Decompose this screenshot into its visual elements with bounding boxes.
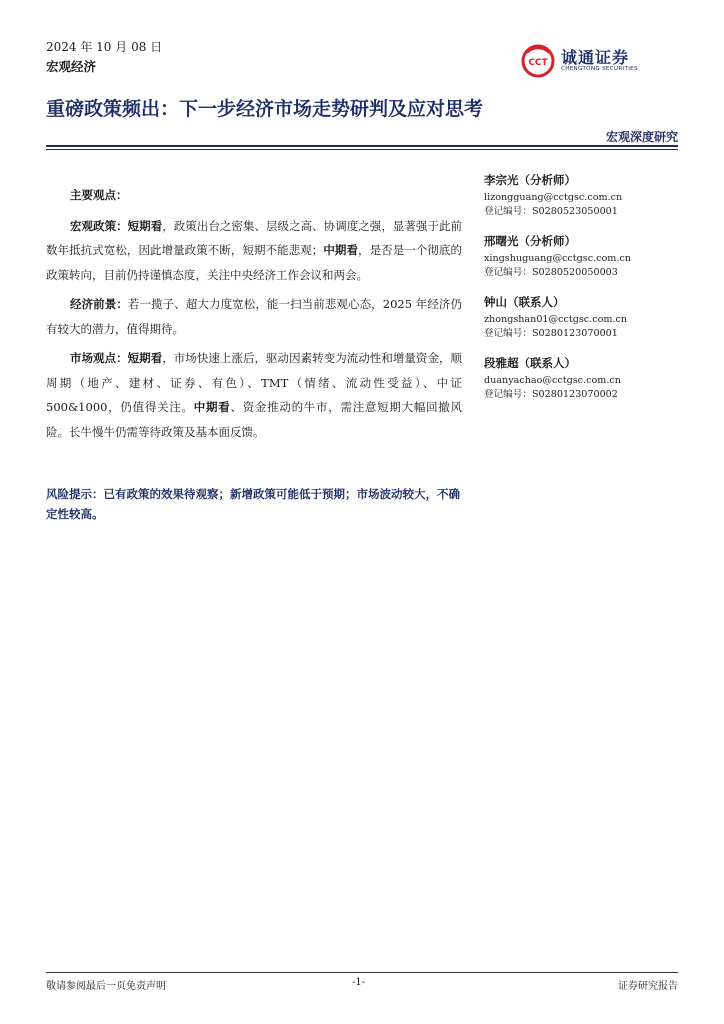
mid-term-label: 中期看 bbox=[323, 243, 359, 257]
analyst-card bbox=[484, 233, 684, 280]
analyst-registration: 登记编号：S0280520050003 bbox=[484, 267, 618, 278]
logo-name-en: CHENGTONG SECURITIES bbox=[561, 66, 638, 72]
analyst-email[interactable]: zhongshan01@cctgsc.com.cn bbox=[484, 314, 628, 325]
macro-policy-paragraph bbox=[46, 214, 462, 288]
logo-name-cn: 诚通证券 bbox=[561, 48, 630, 67]
analyst-registration: 登记编号：S0280523050001 bbox=[484, 206, 618, 217]
header-divider bbox=[46, 145, 678, 147]
risk-warning: 风险提示：已有政策的效果待观察；新增政策可能低于预期；市场波动较大，不确定性较高。 bbox=[46, 487, 460, 521]
macro-policy-text-1: ，政策出台之密集、层级之高、协调度之强，显著强于此前数年抵抗式宽松，因此增量政策不断，短期不能悲观； bbox=[46, 218, 463, 257]
main-points-heading: 主要观点： bbox=[70, 188, 128, 202]
market-view-text-2: 、资金推动的牛市，需注意短期大幅回撤风险。长牛慢牛仍需等待政策及基本面反馈。 bbox=[46, 400, 463, 439]
analyst-email[interactable]: lizongguang@cctgsc.com.cn bbox=[484, 192, 623, 203]
short-term-label: 短期看 bbox=[127, 218, 163, 233]
analyst-name: 段雅超（联系人） bbox=[484, 356, 576, 370]
logo-badge-text: CCT bbox=[528, 58, 548, 68]
report-date: 2024 年 10 月 08 日 bbox=[46, 40, 163, 54]
analyst-email[interactable]: duanyachao@cctgsc.com.cn bbox=[484, 375, 621, 386]
macro-policy-label: 宏观政策： bbox=[70, 218, 128, 233]
market-view-paragraph bbox=[46, 346, 462, 444]
main-points bbox=[46, 183, 462, 449]
economic-outlook-text: 若一揽子、超大力度宽松，能一扫当前悲观心态，2025 年经济仍有较大的潜力，值得期待。 bbox=[46, 297, 463, 336]
analyst-card bbox=[484, 355, 684, 402]
analyst-name: 钟山（联系人） bbox=[484, 295, 565, 309]
report-category: 宏观经济 bbox=[46, 59, 97, 74]
analyst-panel bbox=[484, 172, 684, 416]
market-mid-term-label: 中期看 bbox=[193, 400, 231, 414]
analyst-registration: 登记编号：S0280123070001 bbox=[484, 328, 618, 339]
disclaimer-note: 敬请参阅最后一页免责声明 bbox=[46, 981, 166, 992]
report-title: 重磅政策频出：下一步经济市场走势研判及应对思考 bbox=[46, 98, 484, 120]
economic-outlook-paragraph bbox=[46, 292, 462, 341]
analyst-card bbox=[484, 172, 684, 219]
market-view-text-1: ，市场快速上涨后，驱动因素转变为流动性和增量资金，顺周期（地产、建材、证券、有色）、TMT（情绪、流动性受益）、中证 500&1000，仍值得关注。 bbox=[46, 351, 463, 414]
analyst-email[interactable]: xingshuguang@cctgsc.com.cn bbox=[484, 253, 631, 264]
footer-report-label: 证券研究报告 bbox=[618, 981, 678, 992]
footer-divider bbox=[46, 972, 678, 973]
macro-policy-text-2: ，是否是一个彻底的政策转向，目前仍持谨慎态度，关注中央经济工作会议和两会。 bbox=[46, 243, 463, 282]
analyst-registration: 登记编号：S0280123070002 bbox=[484, 389, 618, 400]
header-divider-thin bbox=[46, 149, 678, 150]
analyst-name: 李宗光（分析师） bbox=[484, 173, 576, 187]
company-logo bbox=[521, 44, 681, 78]
report-type: 宏观深度研究 bbox=[605, 130, 678, 144]
market-short-term-label: 短期看 bbox=[127, 351, 163, 365]
logo-emblem-icon bbox=[521, 44, 555, 78]
analyst-card bbox=[484, 294, 684, 341]
analyst-name: 邢曙光（分析师） bbox=[484, 234, 576, 248]
market-view-label: 市场观点： bbox=[70, 351, 128, 365]
page-number: -1- bbox=[352, 977, 366, 988]
economic-outlook-label: 经济前景： bbox=[70, 297, 128, 311]
